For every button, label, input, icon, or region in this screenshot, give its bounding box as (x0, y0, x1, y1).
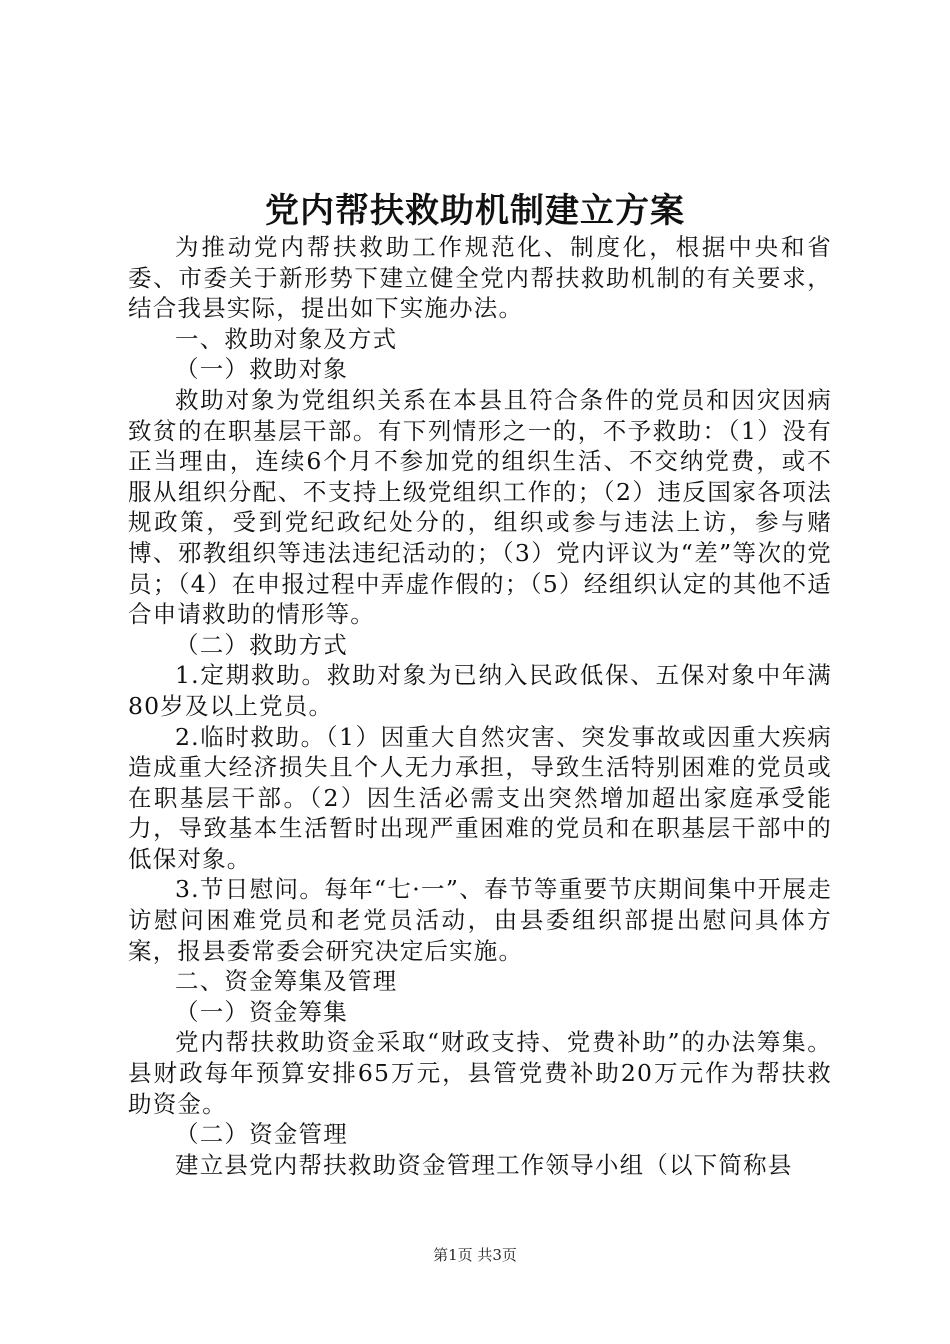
paragraph-rescue-targets: 救助对象为党组织关系在本县且符合条件的党员和因灾因病致贫的在职基层干部。有下列情形之一的，不予救助：（1）没有正当理由，连续6个月不参加党的组织生活、不交纳党费，或不服从组织分配、不支持上级党组织工作的；（2）违反国家各项法规政策，受到党纪政纪处分的，组织或参与违法上访，参与赌博、邪教组织等违法违纪活动的；（3）党内评议为“差”等次的党员；（4）在申报过程中弄虚作假的；（5）经组织认定的其他不适合申请救助的情形等。 (128, 385, 832, 629)
paragraph-fund-management: 建立县党内帮扶救助资金管理工作领导小组（以下简称县 (175, 1150, 793, 1179)
document-body (128, 232, 832, 1180)
paragraph-temporary-rescue: 2.临时救助。（1）因重大自然灾害、突发事故或因重大疾病造成重大经济损失且个人无力承担，导致生活特别困难的党员或在职基层干部。（2）因生活必需支出突然增加超出家庭承受能力，导致基本生活暂时出现严重困难的党员和在职基层干部中的低保对象。 (128, 722, 832, 873)
subsection-heading-2-1: （一）资金筹集 (175, 997, 348, 1026)
subsection-heading-1-1: （一）救助对象 (175, 355, 348, 384)
document-title: 党内帮扶救助机制建立方案 (265, 191, 685, 231)
subsection-heading-1-2: （二）救助方式 (175, 630, 348, 659)
paragraph-fund-raising: 党内帮扶救助资金采取“财政支持、党费补助”的办法筹集。县财政每年预算安排65万元，县管党费补助20万元作为帮扶救助资金。 (128, 1028, 832, 1118)
section-heading-2: 二、资金筹集及管理 (175, 967, 398, 996)
section-heading-1: 一、救助对象及方式 (175, 324, 398, 353)
paragraph-regular-rescue: 1.定期救助。救助对象为已纳入民政低保、五保对象中年满80岁及以上党员。 (128, 661, 832, 720)
paragraph-intro: 为推动党内帮扶救助工作规范化、制度化，根据中央和省委、市委关于新形势下建立健全党内帮扶救助机制的有关要求，结合我县实际，提出如下实施办法。 (128, 233, 832, 323)
page-number-footer: 第1页 共3页 (433, 1246, 517, 1264)
subsection-heading-2-2: （二）资金管理 (175, 1120, 348, 1149)
paragraph-holiday-visits: 3.节日慰问。每年“七·一”、春节等重要节庆期间集中开展走访慰问困难党员和老党员活动，由县委组织部提出慰问具体方案，报县委常委会研究决定后实施。 (128, 875, 832, 965)
